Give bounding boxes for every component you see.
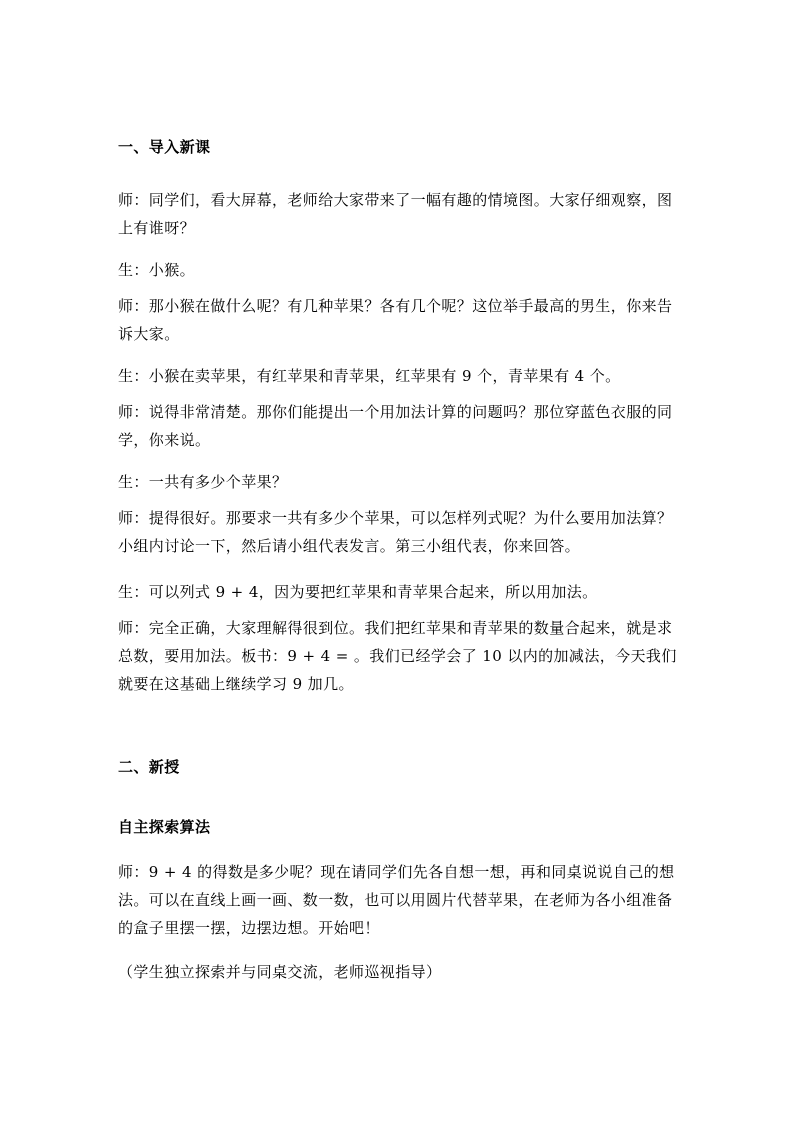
student-line: 生：小猴在卖苹果，有红苹果和青苹果，红苹果有 9 个，青苹果有 4 个。 [118,367,621,385]
teacher-line: 师：同学们，看大屏幕，老师给大家带来了一幅有趣的情境图。大家仔细观察，图上有谁呀？ [118,191,673,237]
stage-direction: （学生独立探索并与同桌交流，老师巡视指导） [118,963,442,981]
teacher-line: 师：那小猴在做什么呢？有几种苹果？各有几个呢？这位举手最高的男生，你来告诉大家。 [118,297,673,343]
teacher-line: 师：9 + 4 的得数是多少呢？现在请同学们先各自想一想，再和同桌说说自己的想法。可以在直线上画一画、数一数，也可以用圆片代替苹果，在老师为各小组准备的盒子里摆一摆，边摆边想。开始吧！ [118,863,675,937]
student-line: 生：一共有多少个苹果？ [118,473,288,491]
student-line: 生：小猴。 [118,261,196,279]
teacher-line: 师：提得很好。那要求一共有多少个苹果，可以怎样列式呢？为什么要用加法算？小组内讨论一下，然后请小组代表发言。第三小组代表，你来回答。 [118,509,673,555]
student-line: 生：可以列式 9 + 4，因为要把红苹果和青苹果合起来，所以用加法。 [118,583,598,601]
section-heading-intro: 一、导入新课 [118,138,211,156]
subheading-explore: 自主探索算法 [118,818,211,836]
teacher-line: 师：完全正确，大家理解得很到位。我们把红苹果和青苹果的数量合起来，就是求总数，要用加法。板书：9 + 4 = 。我们已经学会了 10 以内的加减法，今天我们就要在这基础上继续学习 9 加几。 [118,619,677,693]
section-heading-new-lesson: 二、新授 [118,758,180,776]
teacher-line: 师：说得非常清楚。那你们能提出一个用加法计算的问题吗？那位穿蓝色衣服的同学，你来说。 [118,403,673,449]
